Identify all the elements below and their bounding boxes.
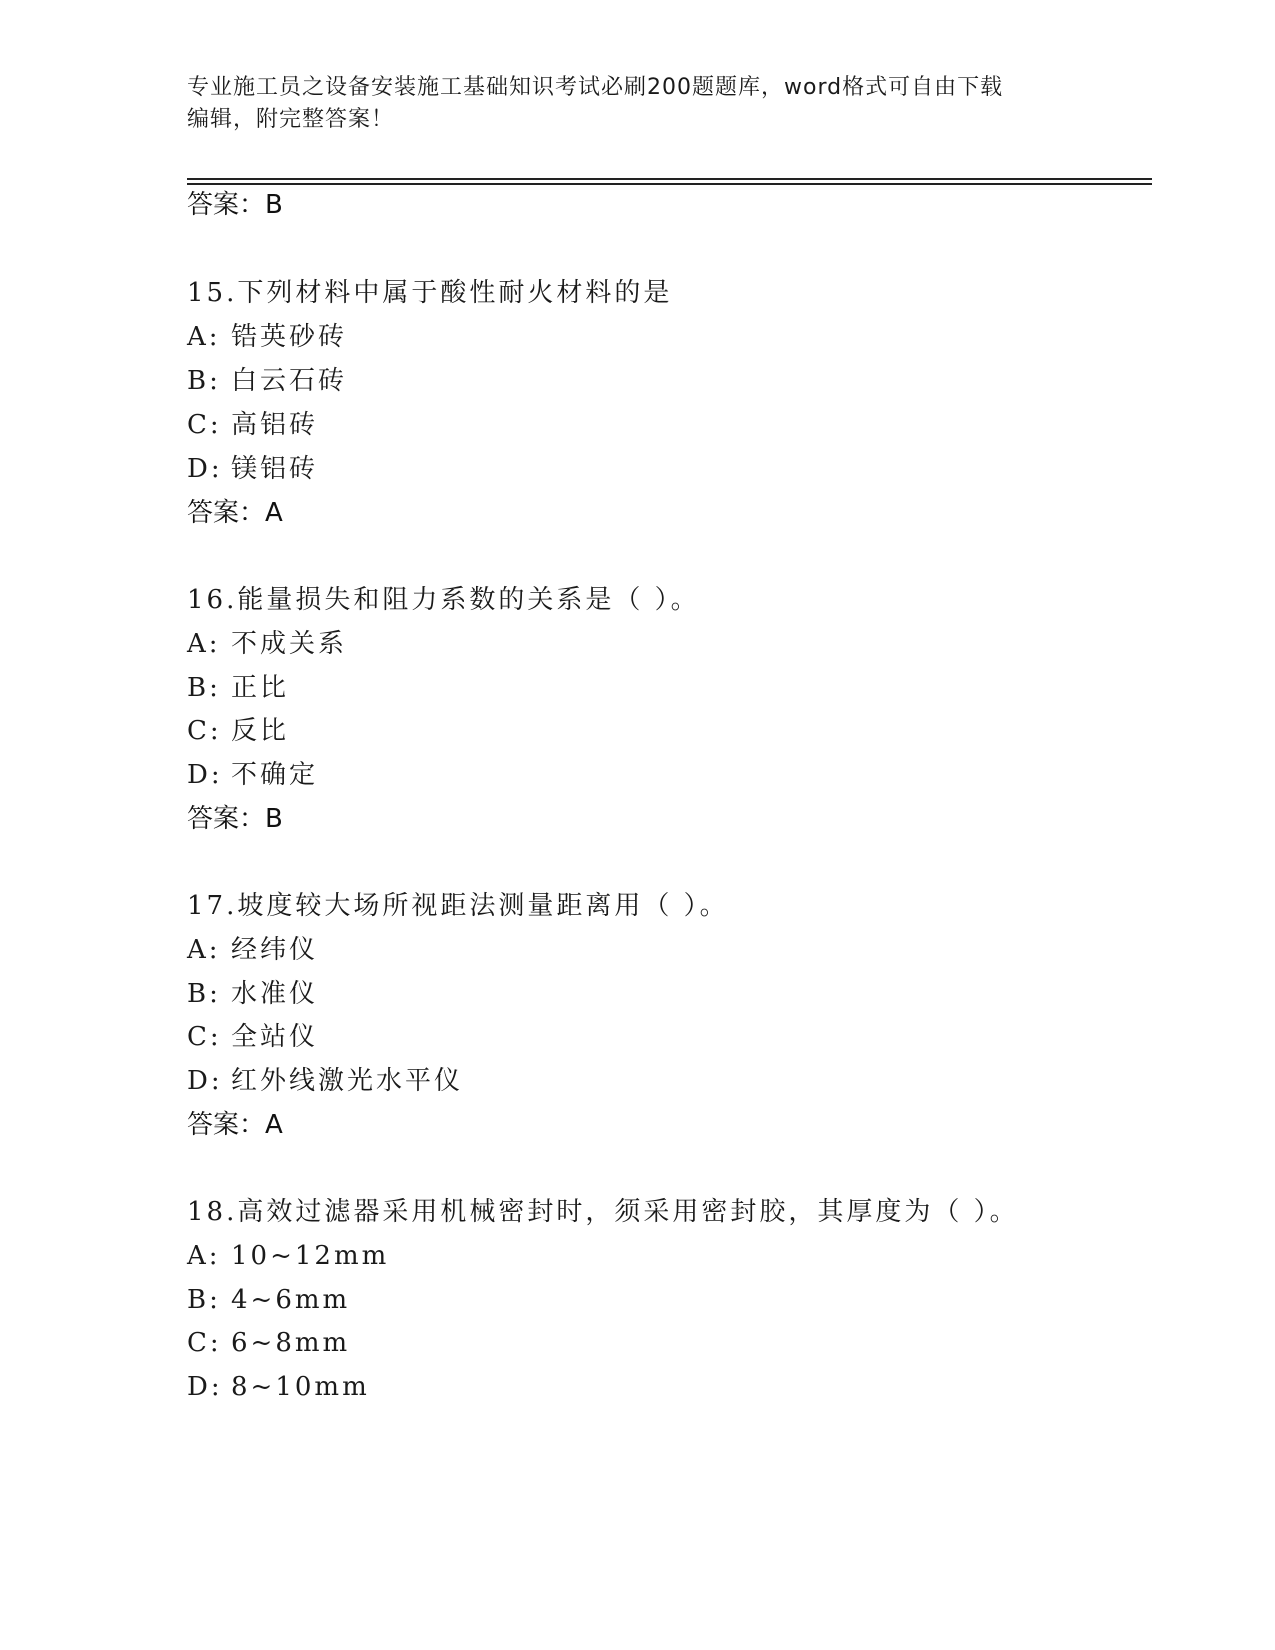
- question-15-stem: 15.下列材料中属于酸性耐火材料的是: [187, 278, 673, 308]
- option-text: 镁铝砖: [231, 454, 319, 484]
- option-text: 8~10mm: [231, 1372, 370, 1402]
- question-15-option-b: [187, 364, 347, 398]
- previous-answer: 答案：B: [187, 190, 283, 220]
- question-16-option-d: [187, 758, 318, 792]
- question-16-option-a: [187, 627, 347, 661]
- question-18-option-b: [187, 1283, 350, 1317]
- option-text: 4~6mm: [231, 1285, 351, 1315]
- question-18-option-a: [187, 1239, 389, 1273]
- option-key: A:: [187, 629, 221, 659]
- option-text: 锆英砂砖: [231, 322, 348, 352]
- header-divider-bottom: [187, 183, 1152, 185]
- option-text: 10~12mm: [231, 1241, 390, 1271]
- option-key: C:: [187, 1328, 222, 1358]
- question-17-option-a: [187, 933, 318, 967]
- option-key: D:: [187, 1066, 223, 1096]
- option-text: 经纬仪: [231, 935, 319, 965]
- option-text: 正比: [231, 673, 290, 703]
- option-text: 高铝砖: [231, 410, 319, 440]
- header-divider-top: [187, 178, 1152, 180]
- question-17-stem: 17.坡度较大场所视距法测量距离用（ ）。: [187, 891, 729, 921]
- option-key: B:: [187, 979, 221, 1009]
- option-text: 红外线激光水平仪: [231, 1066, 464, 1096]
- question-15-option-c: [187, 408, 318, 442]
- option-key: A:: [187, 935, 221, 965]
- option-key: D:: [187, 760, 223, 790]
- question-16-answer: 答案：B: [187, 804, 283, 834]
- option-key: C:: [187, 716, 222, 746]
- option-text: 反比: [231, 716, 290, 746]
- document-header: [187, 72, 1067, 136]
- question-17-answer: 答案：A: [187, 1110, 283, 1140]
- header-line-2: 编辑，附完整答案！: [187, 107, 395, 132]
- question-17-option-c: [187, 1020, 318, 1054]
- question-15-option-d: [187, 452, 318, 486]
- option-key: A:: [187, 1241, 221, 1271]
- header-line-1: 专业施工员之设备安装施工基础知识考试必刷200题题库，word格式可自由下载: [187, 75, 1004, 100]
- question-16-option-c: [187, 714, 289, 748]
- question-16-option-b: [187, 671, 289, 705]
- option-key: A:: [187, 322, 221, 352]
- question-15-answer: 答案：A: [187, 498, 283, 528]
- option-text: 不确定: [231, 760, 319, 790]
- option-key: C:: [187, 410, 222, 440]
- option-text: 水准仪: [231, 979, 319, 1009]
- question-18-option-c: [187, 1326, 350, 1360]
- question-18-stem: 18.高效过滤器采用机械密封时，须采用密封胶，其厚度为（ ）。: [187, 1197, 1019, 1227]
- option-text: 不成关系: [231, 629, 348, 659]
- option-text: 全站仪: [231, 1022, 319, 1052]
- question-15-option-a: [187, 320, 347, 354]
- option-text: 6~8mm: [231, 1328, 351, 1358]
- option-text: 白云石砖: [231, 366, 348, 396]
- question-16-stem: 16.能量损失和阻力系数的关系是（ ）。: [187, 585, 700, 615]
- option-key: B:: [187, 366, 221, 396]
- option-key: B:: [187, 1285, 221, 1315]
- option-key: C:: [187, 1022, 222, 1052]
- option-key: B:: [187, 673, 221, 703]
- question-17-option-b: [187, 977, 318, 1011]
- question-18-option-d: [187, 1370, 370, 1404]
- question-17-option-d: [187, 1064, 463, 1098]
- option-key: D:: [187, 454, 223, 484]
- option-key: D:: [187, 1372, 223, 1402]
